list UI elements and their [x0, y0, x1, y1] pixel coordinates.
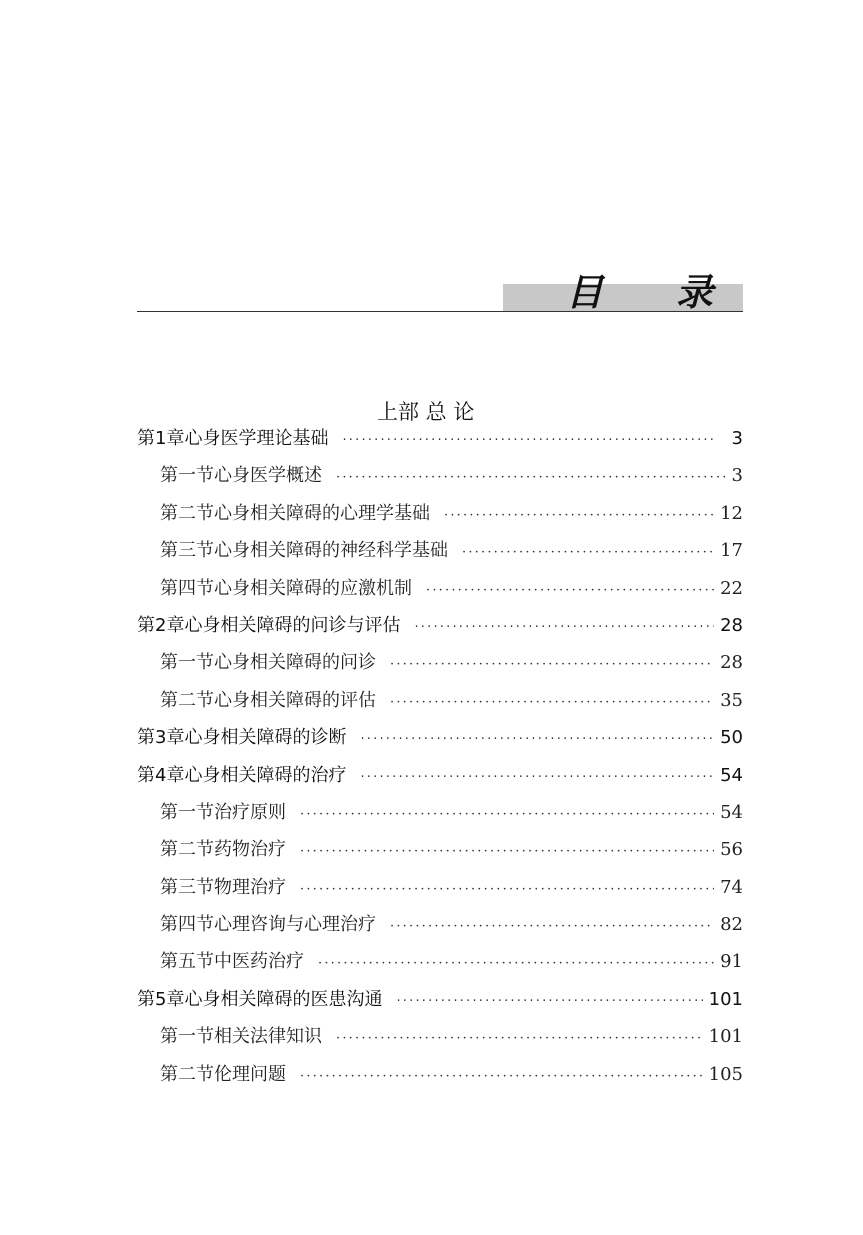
toc-entry-title: 心身相关障碍的心理学基础: [214, 502, 430, 524]
toc-entry-number: 第二节: [160, 1063, 214, 1085]
toc-entry-page: 101: [708, 1026, 743, 1048]
toc-section-row[interactable]: [137, 910, 743, 947]
toc-entry-number: 第二节: [160, 689, 214, 711]
toc-entry-number: 第5章: [137, 988, 185, 1010]
toc-entry-number: 第一节: [160, 465, 214, 487]
toc-chapter-row[interactable]: [137, 985, 743, 1022]
toc-entry-title: 心身相关障碍的诊断: [184, 727, 347, 749]
toc-entry-title: 心身医学理论基础: [184, 428, 329, 449]
toc-section-row[interactable]: [137, 648, 743, 685]
toc-chapter-row[interactable]: [137, 424, 743, 461]
page-title: 目 录: [566, 271, 743, 314]
toc-entry-title: 心理咨询与心理治疗: [214, 914, 376, 936]
toc-entry-title: 相关法律知识: [214, 1026, 322, 1048]
toc-entry-title: 心身相关障碍的问诊: [214, 652, 376, 674]
toc-entry-page: 91: [720, 951, 743, 973]
toc-entry-page: 22: [720, 577, 743, 599]
toc-entry-page: 28: [720, 652, 743, 674]
toc-entry-title: 心身相关障碍的治疗: [184, 764, 347, 786]
toc-entry-page: 35: [720, 689, 743, 711]
dot-leader: [360, 733, 714, 746]
toc-chapter-row[interactable]: [137, 723, 743, 760]
toc-chapter-row[interactable]: [137, 761, 743, 798]
toc-section-row[interactable]: [137, 798, 743, 835]
dot-leader: [396, 995, 702, 1008]
dot-leader: [462, 546, 714, 559]
toc-entry-number: 第五节: [160, 951, 214, 973]
dot-leader: [426, 584, 714, 597]
toc-entry-title: 心身医学概述: [214, 465, 322, 487]
toc-section-row[interactable]: [137, 499, 743, 536]
dot-leader: [318, 957, 714, 970]
toc-entry-title: 心身相关障碍的医患沟通: [184, 988, 383, 1010]
toc-entry-title: 伦理问题: [214, 1063, 286, 1085]
toc-entry-number: 第四节: [160, 914, 214, 936]
dot-leader: [300, 845, 714, 858]
dot-leader: [300, 808, 714, 821]
toc-entry-page: 54: [720, 764, 743, 786]
dot-leader: [336, 1032, 703, 1045]
toc-entry-title: 治疗原则: [214, 801, 286, 823]
toc-entry-number: 第1章: [137, 428, 185, 449]
toc-entry-page: 12: [720, 502, 743, 524]
toc-section-row[interactable]: [137, 1022, 743, 1059]
toc-entry-page: 54: [720, 801, 743, 823]
toc-entry-title: 物理治疗: [214, 876, 286, 898]
toc-entry-page: 50: [720, 727, 743, 749]
dot-leader: [336, 471, 726, 484]
toc-entry-title: 心身相关障碍的问诊与评估: [184, 614, 401, 636]
toc-entry-page: 105: [708, 1063, 743, 1085]
dot-leader: [342, 434, 715, 447]
toc-section-row[interactable]: [137, 536, 743, 573]
toc-entry-number: 第2章: [137, 614, 185, 636]
toc-entry-page: 3: [731, 428, 743, 449]
toc-entry-page: 74: [720, 876, 743, 898]
toc-entry-page: 3: [731, 465, 743, 487]
toc-entry-number: 第四节: [160, 577, 214, 599]
toc-entry-number: 第一节: [160, 1026, 214, 1048]
toc-entry-number: 第三节: [160, 540, 214, 562]
toc-entry-number: 第4章: [137, 764, 185, 786]
dot-leader: [390, 696, 714, 709]
toc-entry-title: 心身相关障碍的神经科学基础: [214, 540, 448, 562]
dot-leader: [444, 509, 714, 522]
toc-section-row[interactable]: [137, 686, 743, 723]
toc-entry-number: 第3章: [137, 727, 185, 749]
toc-section-row[interactable]: [137, 947, 743, 984]
toc-entry-page: 82: [720, 914, 743, 936]
toc-entry-number: 第一节: [160, 652, 214, 674]
toc-entry-title: 心身相关障碍的应激机制: [214, 577, 412, 599]
dot-leader: [360, 771, 714, 784]
dot-leader: [300, 883, 714, 896]
toc-entry-title: 中医药治疗: [214, 951, 304, 973]
dot-leader: [390, 920, 714, 933]
toc-entry-number: 第二节: [160, 502, 214, 524]
toc-section-row[interactable]: [137, 835, 743, 872]
toc-entry-number: 第三节: [160, 876, 214, 898]
toc-entry-number: 第二节: [160, 839, 214, 861]
toc-entry-page: 101: [708, 988, 743, 1010]
toc-entry-page: 56: [720, 839, 743, 861]
toc-entry-title: 药物治疗: [214, 839, 286, 861]
dot-leader: [300, 1070, 703, 1083]
toc-entry-page: 28: [720, 614, 743, 636]
toc-entry-number: 第一节: [160, 801, 214, 823]
toc-list: [137, 424, 743, 1097]
toc-chapter-row[interactable]: [137, 611, 743, 648]
toc-section-row[interactable]: [137, 873, 743, 910]
toc-entry-page: 17: [720, 540, 743, 562]
toc-section-row[interactable]: [137, 461, 743, 498]
part-heading-text: 上部 总 论: [377, 400, 475, 424]
dot-leader: [414, 621, 714, 634]
dot-leader: [390, 658, 714, 671]
toc-entry-title: 心身相关障碍的评估: [214, 689, 376, 711]
toc-section-row[interactable]: [137, 1060, 743, 1097]
toc-section-row[interactable]: [137, 574, 743, 611]
